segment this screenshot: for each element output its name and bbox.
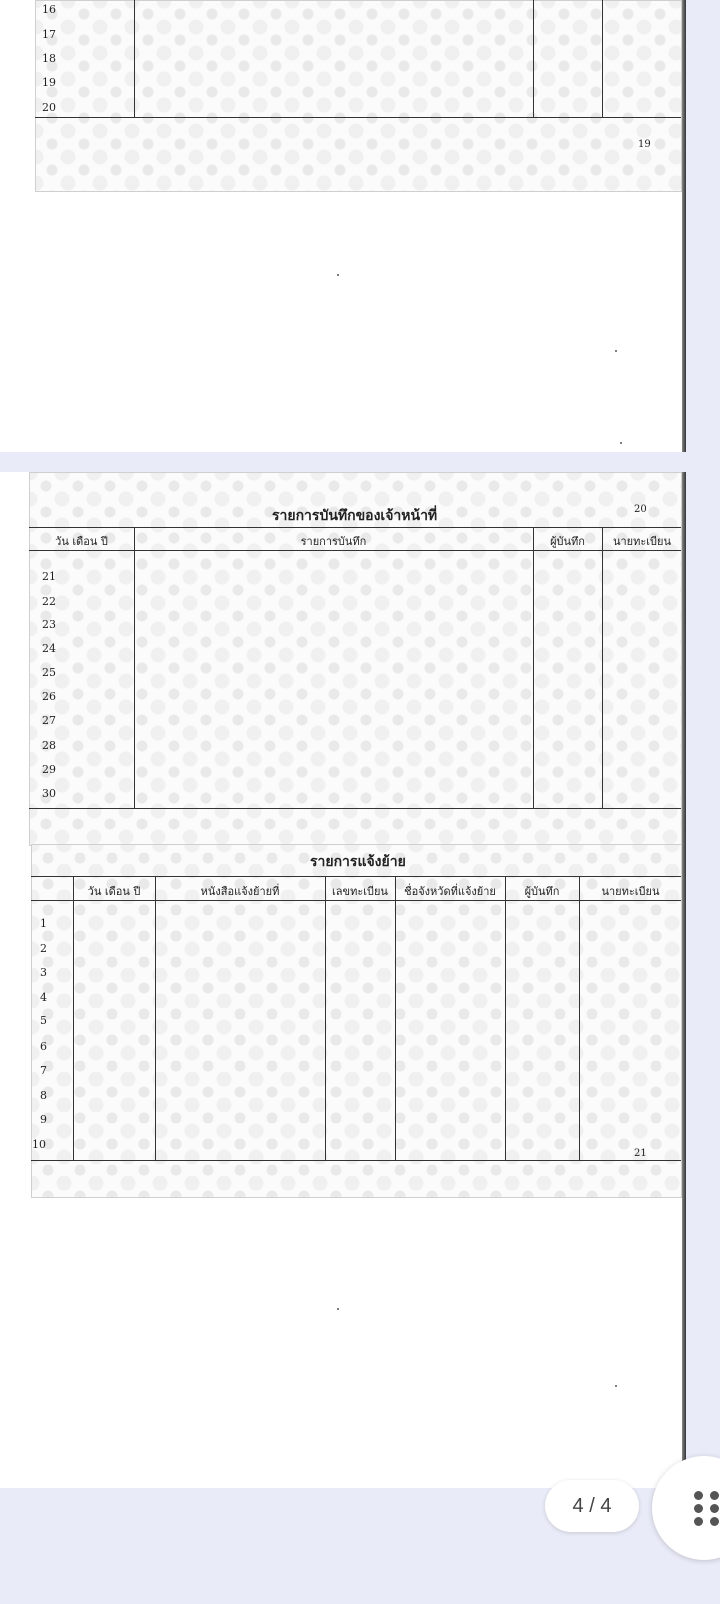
header-registrar: นายทะเบียน [612,535,671,548]
row-number: 7 [40,1064,47,1077]
header-recorder: ผู้บันทึก [550,535,585,548]
row-number: 10 [32,1138,46,1151]
row-number: 29 [42,763,56,776]
column-divider [395,876,396,1160]
table-bottom-border [35,117,681,118]
row-number: 6 [40,1040,47,1053]
row-number: 20 [42,101,56,114]
row-number: 30 [42,787,56,800]
officer-record-sheet [29,472,682,846]
header-reg-no: เลขทะเบียน [332,885,388,898]
document-page-3 [0,0,686,452]
column-divider [325,876,326,1160]
column-divider [134,527,135,808]
header-province: ชื่อจังหวัดที่แจ้งย้าย [404,885,496,898]
column-divider [155,876,156,1160]
column-divider [602,527,603,808]
header-top-border [31,876,681,877]
row-number: 24 [42,642,56,655]
row-number: 23 [42,618,56,631]
page-number: 21 [634,1148,647,1159]
row-number: 9 [40,1113,47,1126]
header-notice: หนังสือแจ้งย้ายที่ [200,885,280,898]
row-number: 17 [42,28,56,41]
scan-speck [337,1308,339,1310]
scan-speck [620,442,622,444]
row-number: 25 [42,666,56,679]
column-divider [602,0,603,118]
row-number: 2 [40,942,47,955]
header-date: วัน เดือน ปี [87,885,141,898]
table-bottom-border [29,808,681,809]
row-number: 5 [40,1014,47,1027]
row-number: 3 [40,966,47,979]
page-number: 20 [634,504,647,515]
scan-speck [615,350,617,352]
row-number: 28 [42,739,56,752]
column-divider [533,0,534,118]
row-number: 18 [42,52,56,65]
scan-speck [615,1385,617,1387]
page-counter: 4 / 4 [545,1480,639,1532]
document-page-4 [0,472,686,1488]
column-divider [134,0,135,118]
register-sheet-top [35,0,682,192]
column-divider [533,527,534,808]
move-section-title: รายการแจ้งย้าย [310,854,406,870]
row-number: 22 [42,595,56,608]
column-divider [505,876,506,1160]
header-registrar: นายทะเบียน [601,885,660,898]
table-bottom-border [31,1160,681,1161]
row-number: 16 [42,3,56,16]
column-divider [73,876,74,1160]
row-number: 19 [42,76,56,89]
grid-dots-icon [694,1491,720,1525]
header-record: รายการบันทึก [300,535,367,548]
row-number: 27 [42,714,56,727]
page-number: 19 [638,139,651,150]
column-divider [579,876,580,1160]
header-bottom-border [31,900,681,901]
header-top-border [29,527,681,528]
header-recorder: ผู้บันทึก [524,885,560,898]
row-number: 1 [40,917,47,930]
header-bottom-border [29,550,681,551]
row-number: 8 [40,1089,47,1102]
scan-speck [337,274,339,276]
row-number: 4 [40,991,47,1004]
header-date: วัน เดือน ปี [55,535,108,548]
row-number: 26 [42,690,56,703]
officer-section-title: รายการบันทึกของเจ้าหน้าที่ [272,508,438,524]
row-number: 21 [42,570,56,583]
